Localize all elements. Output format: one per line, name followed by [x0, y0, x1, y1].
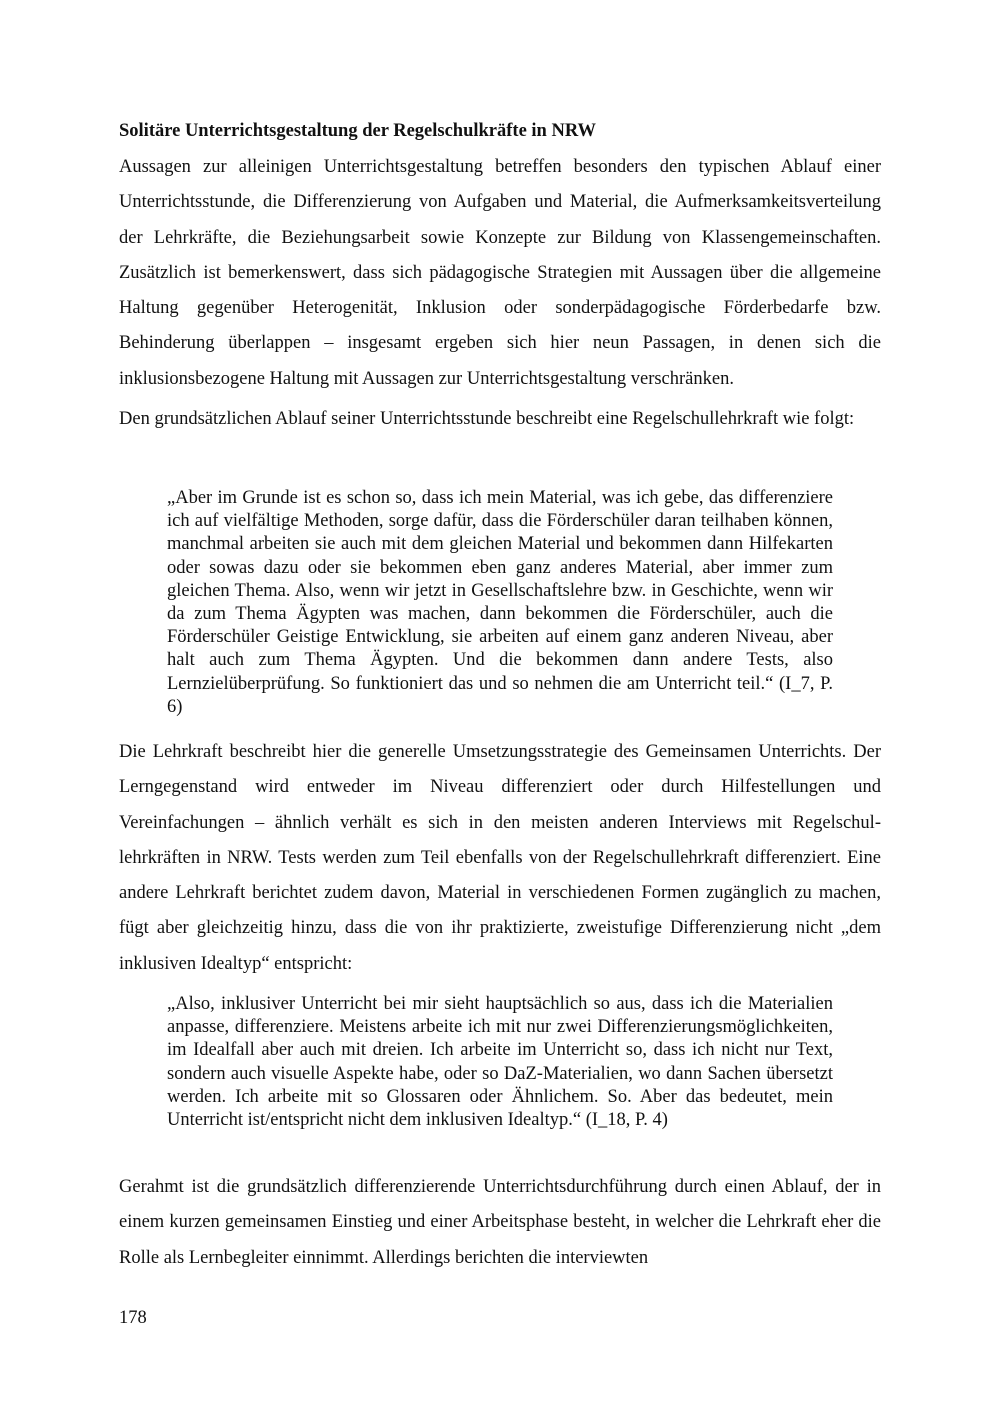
interview-quote-1: „Aber im Grunde ist es schon so, dass ich mein Material, was ich gebe, das differenziere ich auf vielfältige Methoden, sorge dafür, dass die Förderschüler daran teilhaben können, manchmal arbeiten sie auch mit dem gleichen Material und bekommen dann Hilfekarten oder sowas dazu oder sie bekommen eben ganz anderes Material, aber immer zum gleichen Thema. Also, wenn wir jetzt in Gesellschaftslehre bzw. in Geschichte, wenn wir da zum Thema Ägypten was machen, dann bekommen die Förderschüler, auch die Förderschüler Geistige Entwicklung, sie arbeiten auf einem ganz anderen Niveau, aber halt auch zum Thema Ägypten. Und die bekommen dann andere Tests, also Lernzielüberprüfung. So funktioniert das und so nehmen die am Unterricht teil.“ (I_7, P. 6)	[167, 488, 833, 717]
page-number: 178	[119, 1308, 147, 1328]
body-paragraph-analysis: Die Lehrkraft beschreibt hier die generelle Umsetzungsstrategie des Gemeinsamen Unterrichts. Der Lerngegenstand wird entweder im Niveau differenziert oder durch Hilfestellungen und Vereinfachungen – ähnlich verhält es sich in den meisten anderen Interviews mit Regelschullehrkräften in NRW. Tests werden zum Teil ebenfalls von der Regelschullehrkraft differenziert. Eine andere Lehrkraft berichtet zudem davon, Material in verschiedenen Formen zugänglich zu machen, fügt aber gleichzeitig hinzu, dass die von ihr praktizierte, zweistufige Differenzierung nicht „dem inklusiven Idealtyp“ entspricht:	[119, 742, 881, 974]
body-paragraph-continuation: Gerahmt ist die grundsätzlich differenzierende Unterrichtsdurchführung durch einen Ablauf, der in einem kurzen gemeinsamen Einstieg und einer Arbeitsphase besteht, in welcher die Lehrkraft eher die Rolle als Lernbegleiter einnimmt. Allerdings berichten die interviewten	[119, 1177, 881, 1268]
section-heading: Solitäre Unterrichtsgestaltung der Regelschulkräfte in NRW	[119, 121, 597, 141]
body-paragraph-intro: Aussagen zur alleinigen Unterrichtsgestaltung betreffen besonders den typischen Ablauf einer Unterrichtsstunde, die Differenzierung von Aufgaben und Material, die Aufmerksamkeitsverteilung der Lehrkräfte, die Beziehungsarbeit sowie Konzepte zur Bildung von Klassengemeinschaften. Zusätzlich ist bemerkenswert, dass sich pädagogische Strategien mit Aussagen über die allgemeine Haltung gegenüber Heterogenität, Inklusion oder sonderpädagogische Förderbedarfe bzw. Behinderung überlappen – insgesamt ergeben sich hier neun Passagen, in denen sich die inklusionsbezogene Haltung mit Aussagen zur Unterrichtsgestaltung verschränken.	[119, 157, 881, 389]
body-paragraph-quote-lead: Den grundsätzlichen Ablauf seiner Unterrichtsstunde beschreibt eine Regelschullehrkraft wie folgt:	[119, 409, 855, 429]
interview-quote-2: „Also, inklusiver Unterricht bei mir sieht hauptsächlich so aus, dass ich die Materialien anpasse, differenziere. Meistens arbeite ich mit nur zwei Differenzierungsmöglichkeiten, im Idealfall aber auch mit dreien. Ich arbeite im Unterricht so, dass ich nicht nur Text, sondern auch visuelle Aspekte habe, oder so DaZ-Materialien, wo dann Sachen übersetzt werden. Ich arbeite mit so Glossaren oder Ähnlichem. So. Aber das bedeutet, mein Unterricht ist/entspricht nicht dem inklusiven Idealtyp.“ (I_18, P. 4)	[167, 994, 833, 1131]
